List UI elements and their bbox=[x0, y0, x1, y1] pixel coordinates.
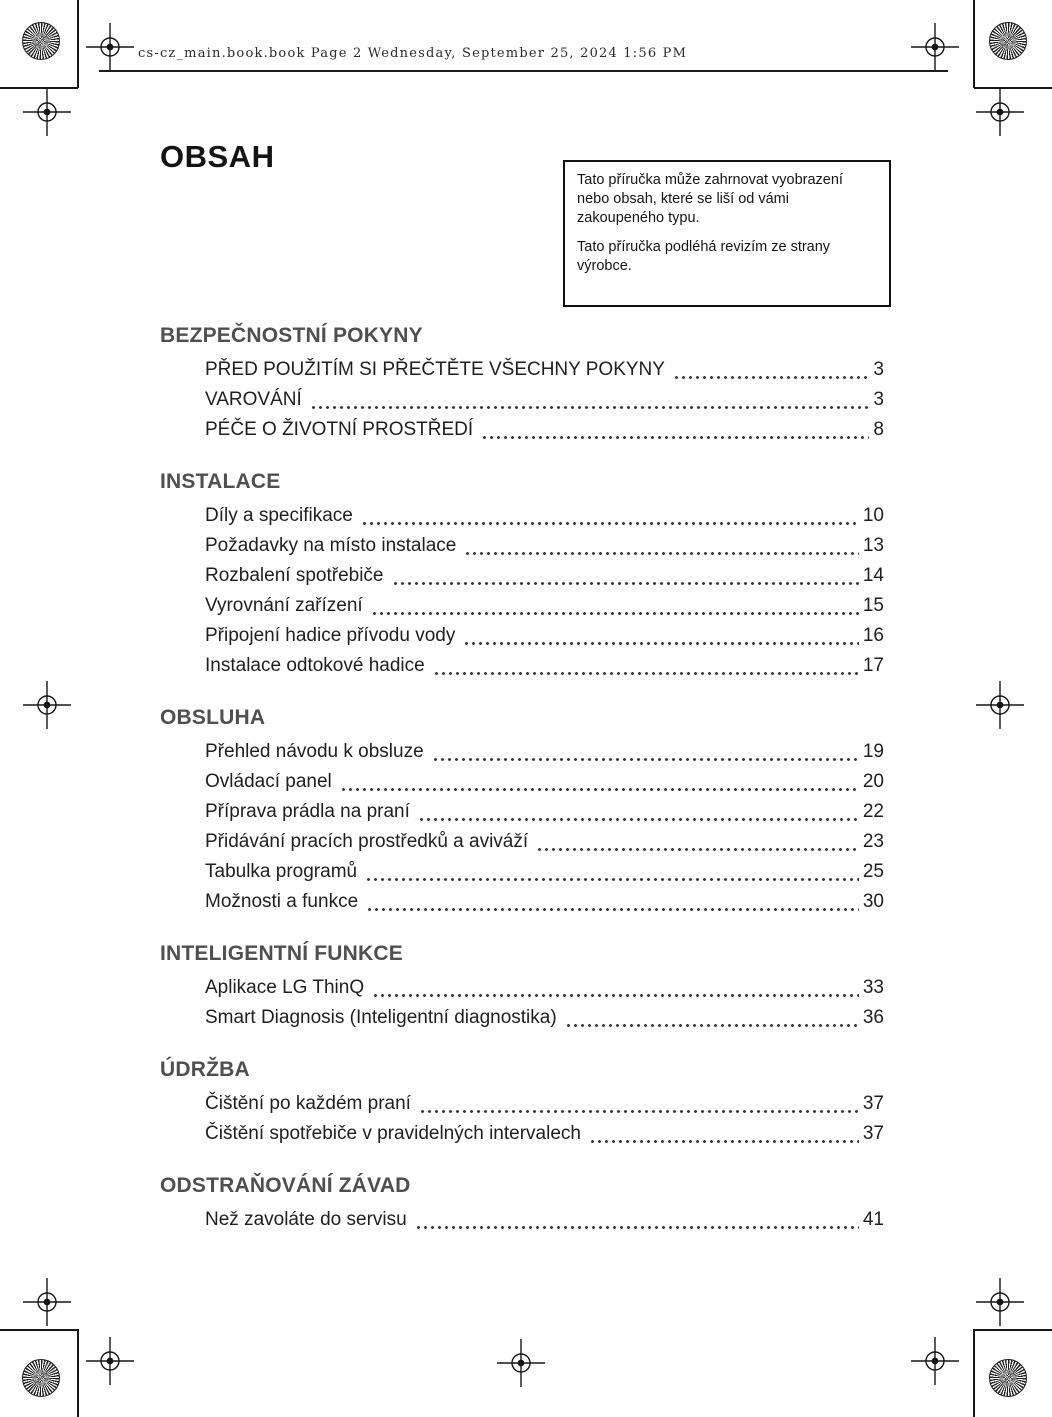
toc-entry bbox=[205, 973, 884, 1003]
toc-section bbox=[160, 323, 884, 445]
registration-target-icon bbox=[23, 88, 71, 136]
toc-entry-label: Než zavoláte do servisu bbox=[205, 1209, 407, 1230]
toc-entry-page: 23 bbox=[862, 831, 884, 852]
registration-target-icon bbox=[911, 1337, 959, 1385]
table-of-contents bbox=[160, 323, 884, 1235]
registration-target-icon bbox=[911, 23, 959, 71]
toc-dot-leader bbox=[458, 531, 861, 561]
crop-mark-line bbox=[973, 1329, 975, 1417]
toc-entry bbox=[205, 591, 884, 621]
page-content bbox=[160, 138, 884, 1235]
toc-dot-leader bbox=[426, 737, 861, 767]
toc-section-heading: OBSLUHA bbox=[160, 706, 266, 729]
toc-entry bbox=[205, 827, 884, 857]
toc-entry-label: Požadavky na místo instalace bbox=[205, 535, 457, 556]
toc-entry-page: 14 bbox=[862, 565, 884, 586]
toc-entry bbox=[205, 621, 884, 651]
toc-entry-label: VAROVÁNÍ bbox=[205, 389, 302, 410]
toc-dot-leader bbox=[475, 415, 871, 445]
toc-section-heading: INSTALACE bbox=[160, 470, 281, 493]
toc-dot-leader bbox=[583, 1119, 861, 1149]
toc-entry-page: 36 bbox=[862, 1007, 884, 1028]
registration-target-icon bbox=[86, 1337, 134, 1385]
registration-starburst-icon bbox=[989, 1359, 1027, 1397]
toc-section-heading: ODSTRAŇOVÁNÍ ZÁVAD bbox=[160, 1174, 411, 1197]
toc-entry-label: Čištění po každém praní bbox=[205, 1093, 411, 1114]
toc-entry-label: Instalace odtokové hadice bbox=[205, 655, 425, 676]
toc-entry-page: 20 bbox=[862, 771, 884, 792]
toc-entry-page: 10 bbox=[862, 505, 884, 526]
toc-entry-page: 41 bbox=[862, 1209, 884, 1230]
toc-dot-leader bbox=[360, 887, 861, 917]
toc-entry bbox=[205, 531, 884, 561]
toc-dot-leader bbox=[409, 1205, 861, 1235]
toc-entry bbox=[205, 1205, 884, 1235]
toc-dot-leader bbox=[530, 827, 861, 857]
header-rule bbox=[99, 70, 948, 72]
toc-entry bbox=[205, 651, 884, 681]
registration-target-icon bbox=[976, 681, 1024, 729]
registration-target-icon bbox=[23, 1278, 71, 1326]
toc-entry bbox=[205, 385, 884, 415]
document-header-text: cs-cz_main.book.book Page 2 Wednesday, September 25, 2024 1:56 PM bbox=[138, 46, 688, 61]
toc-entry bbox=[205, 355, 884, 385]
page-title: OBSAH bbox=[160, 139, 275, 174]
registration-target-icon bbox=[86, 23, 134, 71]
toc-entry-label: Smart Diagnosis (Inteligentní diagnostika) bbox=[205, 1007, 557, 1028]
toc-entry bbox=[205, 1089, 884, 1119]
toc-entry-label: Připojení hadice přívodu vody bbox=[205, 625, 456, 646]
toc-entry-label: Rozbalení spotřebiče bbox=[205, 565, 384, 586]
toc-entry bbox=[205, 1119, 884, 1149]
toc-dot-leader bbox=[412, 797, 861, 827]
toc-entry bbox=[205, 797, 884, 827]
toc-section-heading: BEZPEČNOSTNÍ POKYNY bbox=[160, 324, 423, 347]
toc-section-heading: INTELIGENTNÍ FUNKCE bbox=[160, 942, 403, 965]
toc-dot-leader bbox=[365, 591, 861, 621]
toc-entry-label: Tabulka programů bbox=[205, 861, 358, 882]
toc-entry-page: 22 bbox=[862, 801, 884, 822]
toc-entry bbox=[205, 561, 884, 591]
toc-section bbox=[160, 941, 884, 1033]
registration-target-icon bbox=[23, 681, 71, 729]
toc-section-heading: ÚDRŽBA bbox=[160, 1058, 250, 1081]
toc-entry-page: 17 bbox=[862, 655, 884, 676]
toc-entry bbox=[205, 737, 884, 767]
toc-dot-leader bbox=[366, 973, 861, 1003]
crop-mark-line bbox=[974, 1329, 1052, 1331]
toc-entry-label: PŘED POUŽITÍM SI PŘEČTĚTE VŠECHNY POKYNY bbox=[205, 359, 665, 380]
toc-entry-label: Čištění spotřebiče v pravidelných intervalech bbox=[205, 1123, 581, 1144]
toc-entry-page: 37 bbox=[862, 1093, 884, 1114]
toc-dot-leader bbox=[304, 385, 872, 415]
toc-dot-leader bbox=[386, 561, 861, 591]
toc-entry-page: 8 bbox=[873, 419, 884, 440]
toc-dot-leader bbox=[334, 767, 861, 797]
registration-target-icon bbox=[976, 1278, 1024, 1326]
toc-entry-page: 16 bbox=[862, 625, 884, 646]
toc-entry-page: 25 bbox=[862, 861, 884, 882]
toc-section bbox=[160, 705, 884, 917]
toc-dot-leader bbox=[667, 355, 871, 385]
registration-target-icon bbox=[497, 1339, 545, 1387]
toc-entry-page: 33 bbox=[862, 977, 884, 998]
toc-dot-leader bbox=[413, 1089, 861, 1119]
registration-starburst-icon bbox=[22, 1359, 60, 1397]
toc-entry-label: PÉČE O ŽIVOTNÍ PROSTŘEDÍ bbox=[205, 419, 474, 440]
toc-dot-leader bbox=[355, 501, 861, 531]
toc-section bbox=[160, 1173, 884, 1235]
registration-starburst-icon bbox=[989, 22, 1027, 60]
toc-entry-label: Aplikace LG ThinQ bbox=[205, 977, 365, 998]
toc-entry-label: Vyrovnání zařízení bbox=[205, 595, 363, 616]
toc-entry bbox=[205, 1003, 884, 1033]
toc-entry bbox=[205, 501, 884, 531]
crop-mark-line bbox=[77, 1329, 79, 1417]
note-paragraph: Tato příručka může zahrnovat vyobrazení nebo obsah, které se liší od vámi zakoupeného typu. bbox=[577, 172, 843, 226]
toc-section bbox=[160, 469, 884, 681]
toc-dot-leader bbox=[457, 621, 861, 651]
toc-entry-page: 13 bbox=[862, 535, 884, 556]
registration-target-icon bbox=[976, 88, 1024, 136]
toc-entry bbox=[205, 887, 884, 917]
toc-entry-label: Díly a specifikace bbox=[205, 505, 353, 526]
toc-entry-page: 3 bbox=[873, 389, 884, 410]
crop-mark-line bbox=[973, 0, 975, 88]
toc-entry-label: Přehled návodu k obsluze bbox=[205, 741, 424, 762]
toc-entry-label: Příprava prádla na praní bbox=[205, 801, 410, 822]
registration-starburst-icon bbox=[22, 22, 60, 60]
toc-section bbox=[160, 1057, 884, 1149]
toc-entry-label: Přidávání pracích prostředků a aviváží bbox=[205, 831, 529, 852]
toc-entry-page: 37 bbox=[862, 1123, 884, 1144]
toc-entry bbox=[205, 857, 884, 887]
crop-mark-line bbox=[77, 0, 79, 88]
crop-mark-line bbox=[0, 1329, 78, 1331]
toc-entry bbox=[205, 767, 884, 797]
toc-entry-page: 3 bbox=[873, 359, 884, 380]
toc-entry-page: 30 bbox=[862, 891, 884, 912]
toc-dot-leader bbox=[359, 857, 861, 887]
toc-entry-page: 15 bbox=[862, 595, 884, 616]
toc-dot-leader bbox=[427, 651, 861, 681]
toc-entry-label: Ovládací panel bbox=[205, 771, 332, 792]
note-paragraph: Tato příručka podléhá revizím ze strany výrobce. bbox=[577, 239, 831, 274]
toc-entry bbox=[205, 415, 884, 445]
toc-entry-label: Možnosti a funkce bbox=[205, 891, 359, 912]
toc-entry-page: 19 bbox=[862, 741, 884, 762]
toc-dot-leader bbox=[559, 1003, 861, 1033]
